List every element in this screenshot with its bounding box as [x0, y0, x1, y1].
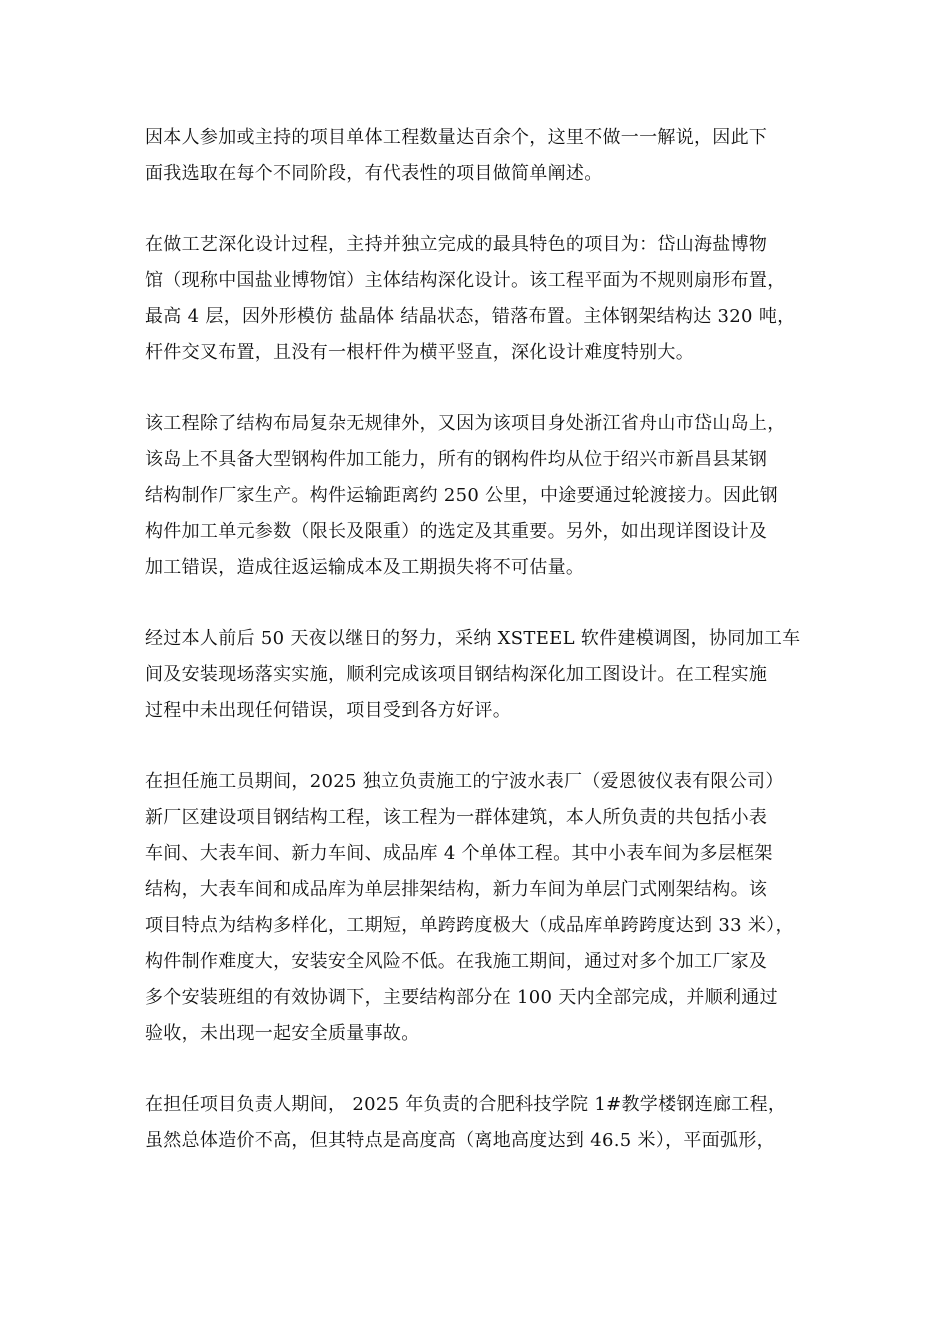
text-line: 最高 4 层，因外形模仿 盐晶体 结晶状态，错落布置。主体钢架结构达 320 吨， [145, 306, 796, 327]
text-line: 验收，未出现一起安全质量事故。 [145, 1023, 420, 1044]
text-line: 在担任施工员期间，2025 独立负责施工的宁波水表厂（爱恩彼仪表有限公司） [145, 771, 784, 792]
text-line: 该工程除了结构布局复杂无规律外，又因为该项目身处浙江省舟山市岱山岛上， [145, 413, 786, 434]
text-line: 过程中未出现任何错误，项目受到各方好评。 [145, 700, 511, 721]
text-line: 多个安装班组的有效协调下，主要结构部分在 100 天内全部完成，并顺利通过 [145, 987, 778, 1008]
text-line: 因本人参加或主持的项目单体工程数量达百余个，这里不做一一解说，因此下 [145, 127, 768, 148]
text-line: 新厂区建设项目钢结构工程，该工程为一群体建筑，本人所负责的共包括小表 [145, 807, 768, 828]
text-line: 构件加工单元参数（限长及限重）的选定及其重要。另外，如出现详图设计及 [145, 521, 768, 542]
text-line: 加工错误，造成往返运输成本及工期损失将不可估量。 [145, 557, 585, 578]
text-line: 结构制作厂家生产。构件运输距离约 250 公里，中途要通过轮渡接力。因此钢 [145, 485, 778, 506]
text-line: 项目特点为结构多样化，工期短，单跨跨度极大（成品库单跨跨度达到 33 米）， [145, 915, 794, 936]
text-line: 在做工艺深化设计过程，主持并独立完成的最具特色的项目为：岱山海盐博物 [145, 234, 768, 255]
text-line: 馆（现称中国盐业博物馆）主体结构深化设计。该工程平面为不规则扇形布置， [145, 270, 786, 291]
text-line: 结构，大表车间和成品库为单层排架结构，新力车间为单层门式刚架结构。该 [145, 879, 768, 900]
text-line: 车间、大表车间、新力车间、成品库 4 个单体工程。其中小表车间为多层框架 [145, 843, 773, 864]
text-line: 间及安装现场落实实施，顺利完成该项目钢结构深化加工图设计。在工程实施 [145, 664, 768, 685]
text-line: 经过本人前后 50 天夜以继日的努力，采纳 XSTEEL 软件建模调图，协同加工车 [145, 628, 801, 649]
text-line: 虽然总体造价不高，但其特点是高度高（离地高度达到 46.5 米），平面弧形， [145, 1130, 775, 1151]
text-line: 杆件交叉布置，且没有一根杆件为横平竖直，深化设计难度特别大。 [145, 342, 694, 363]
text-line: 在担任项目负责人期间， 2025 年负责的合肥科技学院 1#教学楼钢连廊工程， [145, 1094, 787, 1115]
text-line: 构件制作难度大，安装安全风险不低。在我施工期间，通过对多个加工厂家及 [145, 951, 768, 972]
text-line: 该岛上不具备大型钢构件加工能力，所有的钢构件均从位于绍兴市新昌县某钢 [145, 449, 768, 470]
text-line: 面我选取在每个不同阶段，有代表性的项目做简单阐述。 [145, 163, 603, 184]
